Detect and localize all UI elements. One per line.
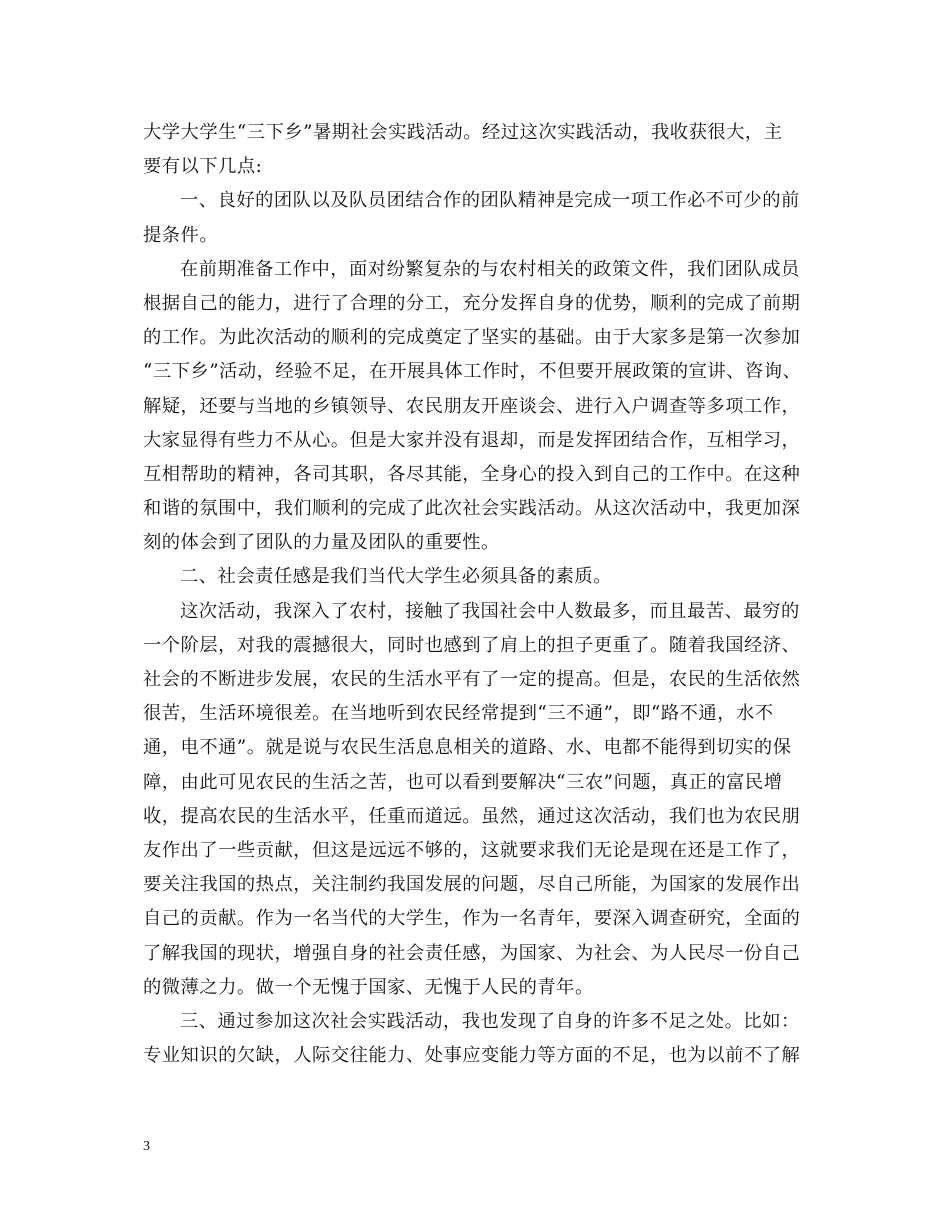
text-line: 收，提高农民的生活水平，任重而道远。虽然，通过这次活动，我们也为农民朋 [143,805,801,827]
text-line: 根据自己的能力，进行了合理的分工，充分发挥自身的优势，顺利的完成了前期 [143,292,801,314]
text-line: 很苦，生活环境很差。在当地听到农民经常提到“三不通”，即“路不通，水不 [143,703,774,725]
text-line: 的工作。为此次活动的顺利的完成奠定了坚实的基础。由于大家多是第一次参加 [143,327,801,349]
page-number: 3 [143,1139,150,1154]
text-line: 一个阶层，对我的震撼很大，同时也感到了肩上的担子更重了。随着我国经济、 [143,634,801,656]
text-line: “三下乡”活动，经验不足，在开展具体工作时，不但要开展政策的宣讲、咨询、 [143,361,802,383]
text-line: 三、通过参加这次社会实践活动，我也发现了自身的许多不足之处。比如： [180,1010,800,1032]
text-line: 的微薄之力。做一个无愧于国家、无愧于人民的青年。 [143,976,594,998]
text-line: 互相帮助的精神，各司其职，各尽其能，全身心的投入到自己的工作中。在这种 [143,463,801,485]
text-line: 通，电不通”。就是说与农民生活息息相关的道路、水、电都不能得到切实的保 [143,737,792,759]
text-line: 解疑，还要与当地的乡镇领导、农民朋友开座谈会、进行入户调查等多项工作， [143,395,801,417]
text-line: 在前期准备工作中，面对纷繁复杂的与农村相关的政策文件，我们团队成员 [180,258,800,280]
text-line: 一、良好的团队以及队员团结合作的团队精神是完成一项工作必不可少的前 [180,190,800,212]
text-line: 这次活动，我深入了农村，接触了我国社会中人数最多，而且最苦、最穷的 [180,600,800,622]
text-line: 自己的贡献。作为一名当代的大学生，作为一名青年，要深入调查研究，全面的 [143,908,801,930]
body-text [143,116,807,1073]
text-line: 大家显得有些力不从心。但是大家并没有退却，而是发挥团结合作，互相学习， [143,429,801,451]
text-line: 专业知识的欠缺，人际交往能力、处事应变能力等方面的不足，也为以前不了解 [143,1045,801,1067]
text-line: 社会的不断进步发展，农民的生活水平有了一定的提高。但是，农民的生活依然 [143,669,801,690]
text-line: 要有以下几点: [143,156,263,178]
text-line: 友作出了一些贡献，但这是远远不够的，这就要求我们无论是现在还是工作了， [143,839,801,861]
text-line: 提条件。 [143,224,219,246]
text-line: 和谐的氛围中，我们顺利的完成了此次社会实践活动。从这次活动中，我更加深 [143,498,801,520]
text-line: 大学大学生“三下乡”暑期社会实践活动。经过这次实践活动，我收获很大，主 [143,122,783,143]
text-line: 二、社会责任感是我们当代大学生必须具备的素质。 [180,566,612,588]
text-line: 了解我国的现状，增强自身的社会责任感，为国家、为社会、为人民尽一份自己 [143,942,801,964]
text-line: 要关注我国的热点，关注制约我国发展的问题，尽自己所能，为国家的发展作出 [143,874,801,896]
text-line: 刻的体会到了团队的力量及团队的重要性。 [143,532,500,554]
text-line: 障，由此可见农民的生活之苦，也可以看到要解决“三农”问题，真正的富民增 [143,771,783,793]
